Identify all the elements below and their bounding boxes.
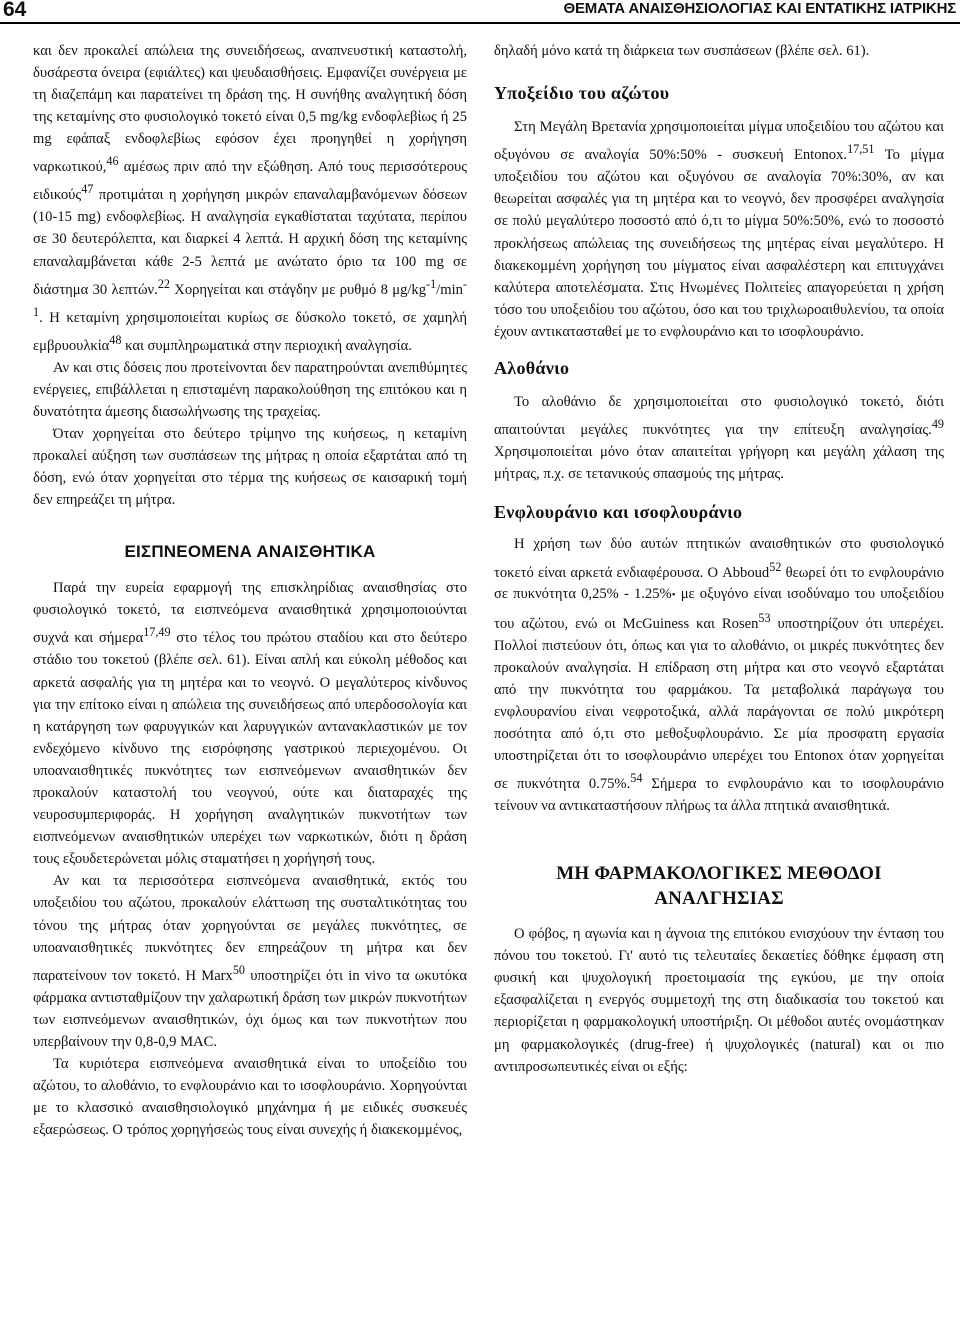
paragraph-nitrous-oxide: Στη Μεγάλη Βρετανία χρησιμοποιείται μίγμα υποξειδίου του αζώτου και οξυγόνου σε αναλογία 50%:50% - συσκευή Entonox.$^{17,51}$ Το μίγμα υποξειδίου του αζώτου και οξυγόνου σε αναλογία 70%:30%, αν και θεωρείται ασφαλές για τη μητέρα και το νεογνό, δεν προσφέρει αναλγησία σε πολύ μεγαλύτερο ποσοστό από ό,τι το μίγμα 50%:50%, ενώ το ποσοστό προκλήσεως απώλειας της συνειδήσεως της μητέρας είναι μεγαλύτερο. Η διακεκομμένη χορήγηση του μίγματος είναι ασφαλέστερη και επιτυγχάνει καλύτερα αποτελέσματα. Στις Ηνωμένες Πολιτείες απαγορεύεται η χρήση τόσο του υποξειδίου του αζώτου, όσο και του τριχλωροαιθυλενίου, τα οποία έχουν αντικατασταθεί με το ενφλουράνιο και το ισοφλουράνιο. xyxy=(494,119,944,340)
header-rule xyxy=(0,22,960,24)
heading-nitrous-oxide: Υποξείδιο του αζώτου xyxy=(494,83,670,104)
paragraph-monitoring: Αν και στις δόσεις που προτείνονται δεν παρατηρούνται ανεπιθύμητες ενέργειες, επιβάλλεται η επισταμένη παρακολούθηση της επιτόκου και η δυνατότητα άμεσης διασωλήνωσης της τραχείας. xyxy=(33,359,467,420)
section-title-non-pharmacological: ΜΗ ΦΑΡΜΑΚΟΛΟΓΙΚΕΣ ΜΕΘΟΔΟΙ ΑΝΑΛΓΗΣΙΑΣ xyxy=(556,863,882,910)
page-number: 64 xyxy=(3,0,27,21)
heading-halothane: Αλοθάνιο xyxy=(494,357,570,378)
section-title-inhaled-anesthetics: ΕΙΣΠΝΕΟΜΕΝΑ ΑΝΑΙΣΘΗΤΙΚΑ xyxy=(124,542,376,562)
paragraph-enflurane-isoflurane: Η χρήση των δύο αυτών πτητικών αναισθητικών στο φυσιολογικό τοκετό είναι αρκετά ενδιαφέρουσα. Ο Abboud$^{52}$ θεωρεί ότι το ενφλουράνιο σε πυκνότητα 0,25% - 1.25%• με οξυγόνο είναι ισοδύναμο του υποξειδίου του αζώτου, ενώ οι McGuiness και Rosen$^{53}$ υποστηρίζουν ότι υπερέχει. Πολλοί πιστεύουν ότι, όπως και για το αλοθάνιο, οι μικρές πυκνότητες δεν προκαλούν αναλγησία. Η επίδραση στη μήτρα και στο νεογνό εξαρτάται από την πυκνότητα του φαρμάκου. Τα μεταβολικά παράγωγα του ενφλουρανίου είναι νεφροτοξικά, αλλά παράγονται σε πολύ μικρότερη ποσότητα από ό,τι στο μεθοξυφλουράνιο. Σε μία προσφατη εργασία υποστηρίζεται ότι το ισοφλουράνιο υπερέχει του Entonox όταν χορηγείται σε πυκνότητα 0.75%.$^{54}$ Σήμερα το ενφλουράνιο και το ισοφλουράνιο τείνουν να αντικαταστήσουν πλήρως τα άλλα πτητικά αναισθητικά. xyxy=(494,536,945,815)
paragraph-continuation: δηλαδή μόνο κατά τη διάρκεια των συσπάσεων (βλέπε σελ. 61). xyxy=(494,43,870,59)
paragraph-inhaled-intro: Παρά την ευρεία εφαρμογή της επισκληρίδιας αναισθησίας στο φυσιολογικό τοκετό, τα εισπνεόμενα αναισθητικά χρησιμοποιούνται συχνά και σήμερα$^{17,49}$ στο τέλος του πρώτου σταδίου και στο δεύτερο στάδιο του τοκετού (βλέπε σελ. 61). Είναι απλή και εύκολη μέθοδος και αρκετά ασφαλής για τη μητέρα και το νεογνό. Ο μεγαλύτερος κίνδυνος για την επίτοκο είναι η απώλεια της συνειδήσεως από υπερδοσολογία και η κατάργηση των φαρυγγικών και λαρυγγικών αντανακλαστικών με τον ενδεχόμενο κίνδυνο της εισρόφησης γαστρικού περιεχομένου. Οι υποαναισθητικές πυκνότητες των εισπνεόμενων αναισθητικών δεν προκαλούν καταστολή του νεογνού, ούτε και διαταραχές της νευροσυμπεριφοράς. Η χορήγηση αναλγητικών πυκνοτήτων των εισπνεόμενων αναισθητικών υπερέχει των ναρκωτικών, διότι η δράση τους εξουδετερώνεται μόλις σταματήσει η χορήγησή τους. xyxy=(33,580,467,868)
paragraph-ketamine-dose: και δεν προκαλεί απώλεια της συνειδήσεως, αναπνευστική καταστολή, δυσάρεστα όνειρα (εφιάλτες) και ψευδαισθήσεις. Εμφανίζει συνέργεια με τη διαζεπάμη και παρατείνει τη δράση της. Η συνήθης αναλγητική δόση της κεταμίνης στο φυσιολογικό τοκετό είναι 0,5 mg/kg ενδοφλεβίως ή 25 mg εφάπαξ ενδοφλεβίως εφόσον έχει προηγηθεί η χορήγηση ναρκωτικού,$^{46}$ αμέσως πριν από την εξώθηση. Από τους περισσότερους ειδικούς$^{47}$ προτιμάται η χορήγηση μικρών επαναλαμβανόμενων δόσεων (10-15 mg) ενδοφλεβίως. Η αναλγησία εγκαθίσταται ταχύτατα, περίπου σε 30 δευτερόλεπτα, και διαρκεί 4 λεπτά. Η αρχική δόση της κεταμίνης επαναλαμβάνεται κάθε 2-5 λεπτά με ανώτατο όριο τα 100 mg σε διάστημα 30 λεπτών.$^{22}$ Χορηγείται και στάγδην με ρυθμό 8 $\mu g/kg^{-1}/\min^{-1}$. Η κεταμίνη χρησιμοποιείται κυρίως σε δύσκολο τοκετό, σε χαμηλή εμβρυουλκία$^{48}$ και συμπληρωματικά στην περιοχική αναλγησία. xyxy=(33,43,467,354)
paragraph-inhaled-agents: Τα κυριότερα εισπνεόμενα αναισθητικά είναι το υποξείδιο του αζώτου, το αλοθάνιο, το ενφλουράνιο και το ισοφλουράνιο. Χορηγούνται με το κλασσικό αναισθησιολογικό μηχάνημα ή με ειδικές συσκευές εξαερώσεως. Ο τρόπος χορηγήσεώς τους είναι συνεχής ή διακεκομμένος, xyxy=(33,1055,467,1139)
page-header xyxy=(0,0,960,22)
paragraph-halothane: Το αλοθάνιο δε χρησιμοποιείται στο φυσιολογικό τοκετό, διότι απαιτούνται μεγάλες πυκνότητες για την επίτευξη αναλγησίας.$^{49}$ Χρησιμοποιείται μόνο όταν απαιτείται γρήγορη και μεγάλη χάλαση της μήτρας, π.χ. σε τετανικούς σπασμούς της μήτρας. xyxy=(494,394,944,483)
running-title: ΘΕΜΑΤΑ ΑΝΑΙΣΘΗΣΙΟΛΟΓΙΑΣ ΚΑΙ ΕΝΤΑΤΙΚΗΣ ΙΑΤΡΙΚΗΣ xyxy=(563,0,956,17)
left-column xyxy=(33,40,467,1141)
paragraph-non-pharmacological: Ο φόβος, η αγωνία και η άγνοια της επιτόκου ενισχύουν την ένταση του πόνου του τοκετού. Γι' αυτό τις τελευταίες δεκαετίες δόθηκε έμφαση στη φυσική και ψυχολογική προετοιμασία της εγκύου, με την οποία εξασφαλίζεται η ενεργός συμμετοχή της στη διαδικασία του τοκετού και περιορίζεται η φαρμακολογική υποστήριξη. Οι μέθοδοι αυτές ονομάστηκαν μη φαρμακολογικές (drug-free) ή ψυχολογικές (natural) και οι πιο αντιπροσωπευτικές είναι οι εξής: xyxy=(494,926,944,1075)
right-column xyxy=(494,40,944,1078)
heading-enflurane-isoflurane: Ενφλουράνιο και ισοφλουράνιο xyxy=(494,502,743,523)
paragraph-uterus: Όταν χορηγείται στο δεύτερο τρίμηνο της κυήσεως, η κεταμίνη προκαλεί αύξηση των συσπάσεων της μήτρας η οποία εξαρτάται από τη δόση, ενώ όταν χορηγείται στο τέρμα της κυήσεως σε καισαρική τομή δεν επηρεάζει τη μήτρα. xyxy=(33,425,467,509)
paragraph-inhaled-contractility: Αν και τα περισσότερα εισπνεόμενα αναισθητικά, εκτός του υποξειδίου του αζώτου, προκαλούν ελάττωση της συσταλτικότητας του τόνου της μήτρας όταν χορηγούνται σε μεγάλες πυκνότητες, σε υποαναισθητικές πυκνότητες δεν επηρεάζουν τη μήτρα και δεν παρατείνουν τον τοκετό. Η Marx$^{50}$ υποστηρίζει ότι in vivo τα ωκυτόκα φάρμακα αντισταθμίζουν την χαλαρωτική δράση των μικρών πυκνοτήτων των εισπνεόμενων αναισθητικών, όχι όμως και των πυκνοτήτων που υπερβαίνουν την 0,8-0,9 MAC. xyxy=(33,873,467,1050)
